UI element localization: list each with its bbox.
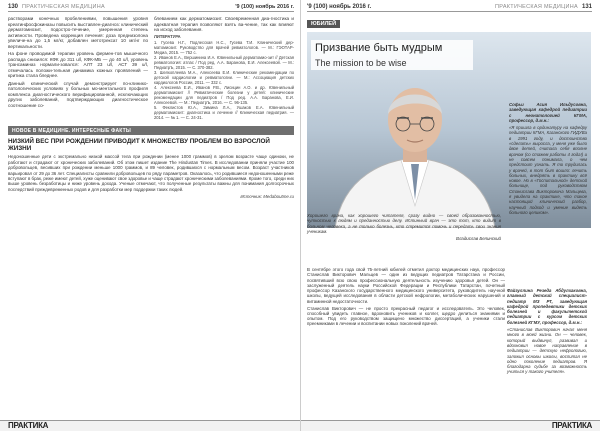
epigraph-text: Хорошего врача, как хорошего читателя, сразу видно — своей образованностью, чуткостью к людям и преданностью делу. Истинный врач — это тот, кто видит в больном человека, а не только болезнь, кто стремится помочь и передать свои знания ученикам. (307, 213, 501, 235)
left-magazine-logo: ПРАКТИКА (8, 421, 49, 430)
reference-item: 2. Иванов Е.А., Вершинина И.А. Ювенильный дерматомио-зит // Детская ревматология: атлас / Под ред. А.А. Баранова, Е.И. Алексеевой. — М.: ПедиатрЪ, 2015. — С. 370-382. (154, 55, 294, 71)
references-heading: ЛИТЕРАТУРА (154, 34, 181, 40)
quote-sidebar-2 (507, 288, 587, 375)
left-running-header (8, 0, 294, 12)
reference-item: 1. Гусева Н.Г., Подлесская Н.С., Гусева Т.И. Клинический дер-матомиозит. Руководство для врачей ревматологов. — М.: ГЭОТАР-Медиа, 2015. — 752 с. (154, 40, 294, 56)
article-subtitle: The mission to be wise (315, 58, 407, 68)
body-paragraph: растворами конечных пробелениями, повышения уровня креатинфосфокиназы повысить выставлен-диагноз: клинический дерматомиозит, подостро-течение, умеренная степень активности. Проведена коррекция лечения: доза преднизолона увеличе-на до 1,5 мг/кг, добавлен метотрексат 10 мг/нг по вертикальности. (8, 16, 148, 49)
right-running-title: ПРАКТИЧЕСКАЯ МЕДИЦИНА (494, 4, 578, 10)
body-paragraph: Станислав Викторович — не просто прекрасный педагог и исследователь. Это человек, способный увидеть главное, вдохновить учеников и коллег, щедро делиться знаниями и опытом. Под его руководством защищено множество диссертаций, а ученики стали преемниками в лечении и воспитании новых поколений врачей. (307, 305, 505, 327)
body-paragraph: На фоне проводимой терапии уровень фермен-тов мышечного распада снизился: КФК до 311 u/l, КФК-МБ — до 40 u/l, уровень трансаминаз нормали-зовался: АЛТ 23 u/l, АСТ 39 u/l, отмечалась положи-тельная динамика кожных проявлений — критика стала бледнее. (8, 51, 148, 79)
left-issue-label: '9 (100) ноябрь 2016 г. (235, 4, 294, 10)
sidebar-quote: «Я пришла в ординатуру на кафедру педиатрии КГМА, Казанского ГИДУВа в 1991 году, и достоинство «сделать» выросла, у меня уже было двое детей, считала себя вполне врачом (со стажем работы 4 года!) и не совсем понимала, о чем предстоит узнать. Я то трудилась у врачей, в тот быт вошло: лечить больных, внедрять в практику всё новое. Но в «Госпитальной» детской больнице, под руководством Станислава Викторовича Мальцева, я увидела на практике, что такое настоящий клинический разбор, научный подход и умение видеть больного целиком». (509, 125, 587, 215)
article-title: Призвание быть мудрым (315, 42, 443, 54)
reference-item: 3. Шелкоплеева М.А., Алексеева Е.И. Клинические рекомендации по детской кардиологии и ревматологии. — М.: Ассоциация детских кардиологов России, 2011. — 332 с. (154, 70, 294, 86)
quote-sidebar (509, 102, 587, 215)
news-source: Источник: Medaboutme.ru (240, 194, 294, 200)
epigraph-author: Владислав Белинский (456, 235, 501, 241)
left-running-title: ПРАКТИЧЕСКАЯ МЕДИЦИНА (22, 4, 106, 10)
news-section-bar: НОВОЕ В МЕДИЦИНЕ. ИНТЕРЕСНЫЕ ФАКТЫ (8, 126, 294, 135)
right-page-number: 131 (581, 4, 592, 10)
news-body: Недоношенные дети с экстремально низкой массой тела при рождении (менее 1000 граммов) в зрелом возрасте чаще одиноки, не работают и страдают от хронических заболеваний. Об этом пишет издание The Hindustan Times. В исследовании приняли участие 100 добровольцев, весивших при рождении меньше 1000 граммов, и 89 человек, родившихся с нормальным весом. Возраст участников варьировал от 29 до 36 лет. Специалисты сравнили добровольцев по ряду параметров. Оказалось, что родившиеся недоношенными реже вступают в брак, реже имеют детей, хуже оценивают свое здоровье и чаще страдают хроническими заболеваниями. Кроме того, среди них выше уровень безработицы и ниже уровень дохода. Ученые отмечают, что полученные результаты важны для понимания долгосрочных последствий преждевременных родов и для разработки мер поддержки таких людей. (8, 154, 294, 192)
sidebar2-author: Файзуллина Резеда Абдулхаковна, главный детский специалист-педиатр МЗ РТ, заведующая кафедрой пропедевтики детских болезней и факультетской педиатрии с курсом детских болезней КГМУ, профессор, д.м.н.: (507, 288, 587, 325)
body-paragraph: В сентябре этого года свой 75-летний юбилей отметил доктор медицинских наук, профессор Станислав Викторович Мальцев — один из ведущих педиатров Татарстана и России, посвятивший всю свою профессиональную деятельность изучению здоровья детей. Он — заслуженный деятель науки Российской Федерации и Республики Татарстан, почетный профессор Казанского государственного медицинского университета, руководитель научной школы, ведущей исследования в области детской нефрологии, метаболических нарушений и витаминной недостаточности. (307, 267, 505, 304)
left-column-1 (8, 16, 148, 120)
sidebar-author: Софьи Асия Ильдусовна, заведующая кафедрой педиатрии с неонатологией КГМА, профессор, д.м.н.: (509, 102, 587, 123)
left-article-columns (8, 16, 294, 120)
left-column-2 (154, 16, 294, 120)
portrait-illustration (325, 76, 505, 228)
sidebar2-quote: «Станислав Викторович начал меня много в моей жизни. Он — человек, который выдвинул, развивал и вдохновил новое направление в педиатрии — детскую нефрологию, заложил основы школы, воспитал не одно поколение педиатров. Я благодарна судьбе за возможность учиться у такого учителя». (507, 327, 587, 375)
right-issue-label: '9 (100) ноябрь 2016 г. (307, 4, 372, 10)
body-paragraph: Данный клинический случай демонстрирует по-клинико-патологических условиях у больных мо-ментального профиля комплекса диагностического верифицированной, исключающих других заболеваний, подтверждающих диагностическое соотношение со- (8, 80, 148, 108)
right-page (300, 0, 600, 431)
section-tag: ЮБИЛЕЙ (307, 20, 340, 28)
reference-item: 5. Феклистов Ю.А., Зимина Л.А., Ушаков Е.А. Ювенильный дерматомиозит: диагностика и лечение // Клиническая педиатрия. — 2014. — № 1. — С. 24-31. (154, 105, 294, 121)
references-list (154, 34, 294, 120)
hero-title-box (311, 40, 473, 70)
news-headline: НИЗКИЙ ВЕС ПРИ РОЖДЕНИИ ПРИВОДИТ К МНОЖЕСТВУ ПРОБЛЕМ ВО ВЗРОСЛОЙ ЖИЗНИ (8, 138, 270, 153)
epigraph (307, 213, 501, 241)
right-magazine-logo: ПРАКТИКА (551, 421, 592, 430)
body-paragraph: блеванием как дерматомиозит. Своевременная диа-гностика и адекватная терапия позволяют взять ва-чение, так как влияют на исход заболевания. (154, 16, 294, 33)
left-page-number: 130 (8, 4, 19, 10)
right-running-header (307, 0, 592, 12)
reference-item: 4. Алексеева Е.И., Иванов Р.В., Лисицин А.О. и др. Ювенильный дерматомиозит // Ревматические болезни у детей: клинические рекомендации для педиатров / Под ред. А.А. Баранова, Е.И. Алексеевой. — М.: ПедиатрЪ, 2016. — С. 96-135. (154, 85, 294, 106)
article-body (307, 267, 505, 328)
